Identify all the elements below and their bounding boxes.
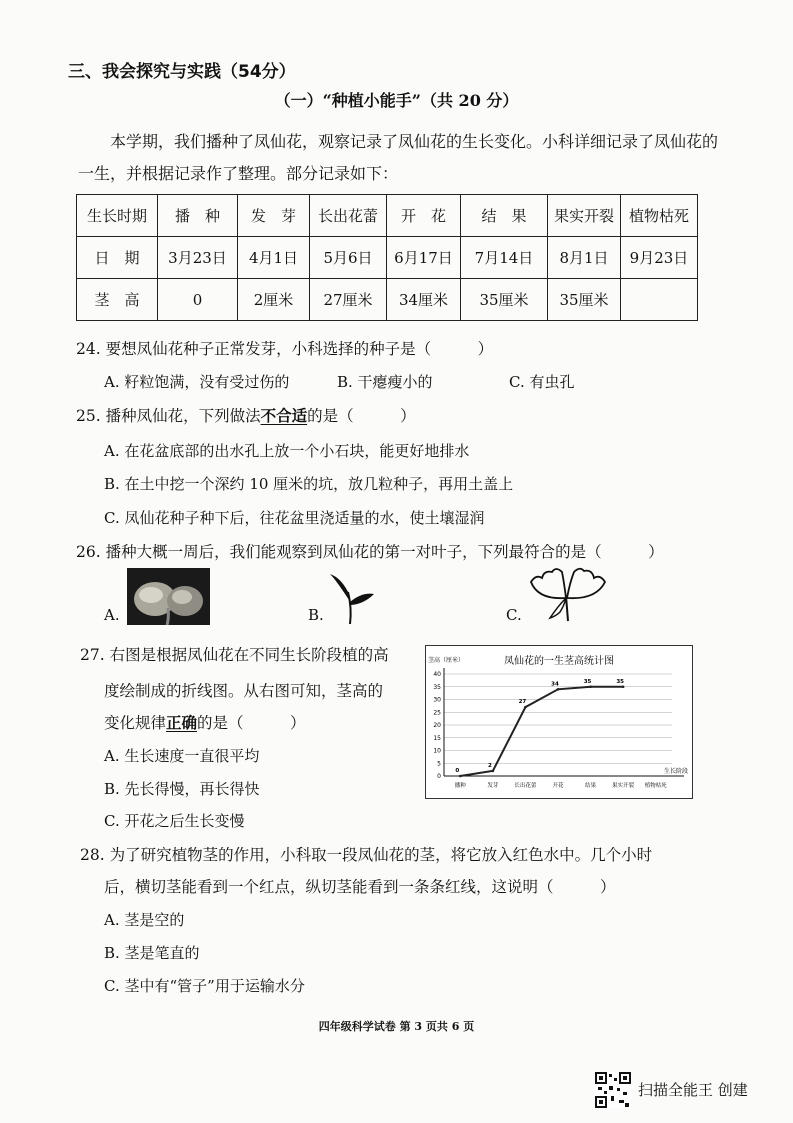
ginkgo-leaves-drawing bbox=[528, 566, 608, 628]
chart-data-label: 34 bbox=[551, 681, 559, 688]
table-row bbox=[77, 279, 698, 321]
question-27-option-a[interactable]: A. 生长速度一直很平均 bbox=[104, 747, 260, 765]
question-25-option-a[interactable]: A. 在花盆底部的出水孔上放一个小石块，能更好地排水 bbox=[104, 442, 470, 460]
chart-x-tick-label: 播种 bbox=[454, 783, 466, 789]
table-cell: 34厘米 bbox=[387, 279, 461, 321]
question-24-option-c[interactable]: C. 有虫孔 bbox=[509, 373, 575, 391]
table-cell: 8月1日 bbox=[548, 237, 621, 279]
question-26-option-c[interactable]: C. bbox=[506, 606, 522, 624]
intro-paragraph: 本学期，我们播种了凤仙花，观察记录了凤仙花的生长变化。小科详细记录了凤仙花的一生，并根据记录作了整理。部分记录如下： bbox=[78, 132, 719, 183]
question-24-stem: 24. 要想凤仙花种子正常发芽，小科选择的种子是（ ） bbox=[76, 340, 494, 358]
chart-y-tick-label: 35 bbox=[433, 683, 441, 691]
table-cell: 35厘米 bbox=[548, 279, 621, 321]
table-cell: 9月23日 bbox=[621, 237, 698, 279]
question-27-option-b[interactable]: B. 先长得慢，再长得快 bbox=[104, 780, 260, 798]
chart-y-tick-label: 40 bbox=[433, 671, 441, 678]
seed-leaves-photo bbox=[127, 568, 210, 625]
chart-y-tick-label: 20 bbox=[433, 722, 441, 729]
qr-code-icon bbox=[595, 1072, 631, 1108]
chart-x-tick-label: 开花 bbox=[552, 783, 564, 789]
chart-data-point bbox=[622, 685, 625, 688]
question-24-option-b[interactable]: B. 干瘪瘦小的 bbox=[337, 373, 433, 391]
table-cell: 果实开裂 bbox=[548, 195, 621, 237]
page-footer: 四年级科学试卷 第 3 页共 6 页 bbox=[318, 1020, 475, 1033]
table-cell: 2厘米 bbox=[238, 279, 310, 321]
scanner-watermark: 扫描全能王 创建 bbox=[638, 1081, 748, 1099]
chart-x-tick-label: 果实开裂 bbox=[612, 783, 635, 789]
question-27-line-1: 27. 右图是根据凤仙花在不同生长阶段植的高 bbox=[80, 646, 389, 664]
question-26-option-a[interactable]: A. bbox=[104, 606, 120, 624]
chart-x-tick-label: 结果 bbox=[585, 783, 597, 789]
chart-x-tick-label: 长出花蕾 bbox=[514, 783, 537, 789]
question-28-line-2: 后，横切茎能看到一个红点，纵切茎能看到一条条红线，这说明（ ） bbox=[104, 878, 616, 896]
chart-series-line bbox=[460, 687, 623, 776]
table-cell: 7月14日 bbox=[461, 237, 548, 279]
chart-data-label: 0 bbox=[455, 768, 460, 774]
growth-record-table bbox=[76, 194, 698, 321]
table-cell: 开 花 bbox=[387, 195, 461, 237]
question-27-option-c[interactable]: C. 开花之后生长变慢 bbox=[104, 812, 245, 830]
part-title: （一）“种植小能手”（共 20 分） bbox=[274, 91, 519, 110]
table-cell: 茎 高 bbox=[77, 279, 158, 321]
table-cell: 植物枯死 bbox=[621, 195, 698, 237]
table-cell: 6月17日 bbox=[387, 237, 461, 279]
question-27-line-2: 度绘制成的折线图。从右图可知，茎高的 bbox=[104, 682, 384, 700]
question-26-stem: 26. 播种大概一周后，我们能观察到凤仙花的第一对叶子，下列最符合的是（ ） bbox=[76, 543, 664, 561]
sprout-two-leaves-icon bbox=[328, 570, 376, 626]
question-25-stem bbox=[76, 404, 416, 426]
question-27-emphasis: 正确 bbox=[166, 713, 198, 732]
fan-shaped-leaves-icon bbox=[528, 566, 608, 624]
question-28-option-b[interactable]: B. 茎是笔直的 bbox=[104, 944, 200, 962]
table-cell: 3月23日 bbox=[158, 237, 238, 279]
table-cell: 结 果 bbox=[461, 195, 548, 237]
chart-y-tick-label: 0 bbox=[437, 773, 441, 780]
chart-data-label: 2 bbox=[487, 762, 492, 769]
chart-data-label: 35 bbox=[583, 678, 592, 685]
table-cell: 生长时期 bbox=[77, 195, 158, 237]
table-cell: 27厘米 bbox=[310, 279, 387, 321]
chart-data-point bbox=[557, 688, 560, 691]
chart-data-label: 27 bbox=[518, 699, 527, 706]
question-25-stem-post: 的是（ ） bbox=[307, 407, 416, 425]
question-28-line-1: 28. 为了研究植物茎的作用，小科取一段凤仙花的茎，将它放入红色水中。几个小时 bbox=[80, 846, 653, 864]
table-cell: 0 bbox=[158, 279, 238, 321]
chart-title: 凤仙花的一生茎高统计图 bbox=[504, 656, 614, 667]
question-25-option-b[interactable]: B. 在土中挖一个深约 10 厘米的坑，放几粒种子，再用土盖上 bbox=[104, 475, 514, 493]
table-row bbox=[77, 195, 698, 237]
chart-y-tick-label: 30 bbox=[433, 696, 441, 704]
table-row bbox=[77, 237, 698, 279]
table-cell: 发 芽 bbox=[238, 195, 310, 237]
chart-data-point bbox=[589, 685, 592, 688]
table-cell: 5月6日 bbox=[310, 237, 387, 279]
chart-data-point bbox=[459, 775, 462, 778]
chart-data-label: 35 bbox=[616, 678, 624, 685]
chart-svg bbox=[426, 646, 692, 798]
chart-x-tick-label: 植物枯死 bbox=[644, 783, 667, 789]
sprout-drawing bbox=[328, 570, 376, 630]
table-cell: 35厘米 bbox=[461, 279, 548, 321]
section-title: 三、我会探究与实践（54分） bbox=[68, 62, 296, 82]
chart-y-tick-label: 15 bbox=[433, 734, 441, 742]
chart-y-tick-label: 5 bbox=[437, 760, 441, 768]
chart-data-point bbox=[492, 770, 495, 773]
chart-x-tick-label: 发芽 bbox=[487, 783, 499, 789]
table-cell: 长出花蕾 bbox=[310, 195, 387, 237]
chart-y-axis-label: 茎高（厘米） bbox=[428, 657, 465, 664]
question-27-line-3-post: 的是（ ） bbox=[197, 714, 306, 732]
question-27-line-3-pre: 变化规律 bbox=[104, 714, 167, 732]
stem-height-line-chart bbox=[425, 645, 693, 799]
chart-data-point bbox=[524, 706, 527, 709]
two-round-seed-leaves-icon bbox=[127, 568, 210, 625]
question-27-line-3 bbox=[104, 711, 306, 733]
question-28-option-a[interactable]: A. 茎是空的 bbox=[104, 911, 185, 929]
table-cell: 播 种 bbox=[158, 195, 238, 237]
question-25-stem-pre: 25. 播种凤仙花，下列做法 bbox=[76, 407, 261, 425]
table-cell bbox=[621, 279, 698, 321]
chart-y-tick-label: 10 bbox=[433, 747, 441, 755]
question-24-option-a[interactable]: A. 籽粒饱满，没有受过伤的 bbox=[104, 373, 290, 391]
chart-y-tick-label: 25 bbox=[433, 709, 441, 717]
question-28-option-c[interactable]: C. 茎中有“管子”用于运输水分 bbox=[104, 977, 305, 995]
question-25-option-c[interactable]: C. 凤仙花种子种下后，往花盆里浇适量的水，使土壤湿润 bbox=[104, 509, 485, 527]
question-25-emphasis: 不合适 bbox=[260, 406, 308, 425]
table-cell: 4月1日 bbox=[238, 237, 310, 279]
question-26-option-b[interactable]: B. bbox=[308, 606, 324, 624]
chart-x-axis-label: 生长阶段 bbox=[663, 768, 688, 775]
table-cell: 日 期 bbox=[77, 237, 158, 279]
